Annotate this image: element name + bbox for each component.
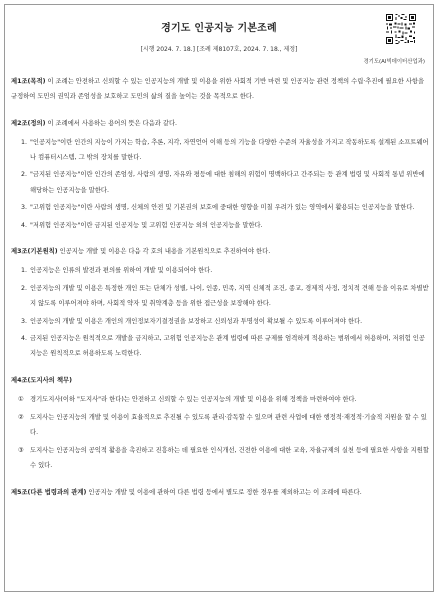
qr-code-icon[interactable] <box>386 14 416 44</box>
document-title: 경기도 인공지능 기본조례 <box>161 23 277 34</box>
document-body <box>11 74 430 511</box>
article-text: 이 조례는 안전하고 신뢰할 수 있는 인공지능의 개발 및 이용을 위한 사회적 기반 마련 및 인공지능 관련 정책의 수립·추진에 필요한 사항을 규정하여 도민의 권익과 존엄성을 보호하고 도민의 삶의 질을 높이는 것을 목적으로 한다. <box>11 78 425 100</box>
article-3 <box>11 244 430 361</box>
enforcement-info: [시행 2024. 7. 18.] [조례 제8107호, 2024. 7. 18., 제정] <box>140 46 298 53</box>
list-item: ③ 도지사는 인공지능의 공익적 활용을 촉진하고 진흥하는 데 필요한 인식개선, 건전한 이용에 대한 교육, 자율규제의 실천 등에 필요한 사항을 지원할 수 있다. <box>18 446 429 469</box>
article-text: 인공지능 개발 및 이용에 관하여 다른 법령 등에서 별도로 정한 경우를 제외하고는 이 조례에 따른다. <box>86 488 362 496</box>
article-text: 이 조례에서 사용하는 용어의 뜻은 다음과 같다. <box>45 119 178 127</box>
list-item: 2. 인공지능의 개발 및 이용은 특정한 개인 또는 단체가 성별, 나이, 인종, 민족, 지역 신체적 조건, 종교, 경제적 사정, 정치적 견해 등을 이유로 차별받지 않도록 이루어져야 하며, 사회적 약자 및 취약계층 등을 위한 접근성을 보장해야 한다. <box>21 284 429 308</box>
article-title: 제3조(기본원칙) <box>11 248 58 256</box>
article-text: 인공지능 개발 및 이용은 다음 각 호의 내용을 기본원칙으로 추진하여야 한다. <box>57 248 271 256</box>
article-4 <box>11 373 430 473</box>
list-item: 4. "저위험 인공지능"이란 금지된 인공지능 및 고위험 인공지능 외의 인공지능을 말한다. <box>21 221 263 229</box>
article-5 <box>11 485 430 500</box>
list-item: 3. 인공지능의 개발 및 이용은 개인의 개인정보자기결정권을 보장하고 신뢰성과 투명성이 확보될 수 있도록 이루어져야 한다. <box>21 317 363 325</box>
list-item: ① 경기도지사(이하 "도지사"라 한다)는 안전하고 신뢰할 수 있는 인공지능의 개발 및 이용을 위해 정책을 마련하여야 한다. <box>18 396 357 404</box>
article-title: 제4조(도지사의 책무) <box>11 377 72 385</box>
department-label: 경기도(AI빅데이터산업과) <box>363 59 425 65</box>
duty-list <box>11 392 430 473</box>
article-title: 제2조(정의) <box>11 119 46 127</box>
list-item: 4. 금지된 인공지능은 원칙적으로 개발을 금지하고, 고위험 인공지능은 관계 법령에 따른 규제를 엄격하게 적용하는 범위에서 허용하며, 저위험 인공지능은 원칙적으로 허용하도록 노력한다. <box>21 335 425 358</box>
principle-list <box>11 263 430 361</box>
article-title: 제5조(다른 법령과의 관계) <box>11 488 87 496</box>
list-item: 1. 인공지능은 인류의 발전과 편의를 위하여 개발 및 이용되어야 한다. <box>21 267 213 275</box>
article-1 <box>11 74 430 104</box>
list-item: ② 도지사는 인공지능의 개발 및 이용이 효율적으로 추진될 수 있도록 관리·감독할 수 있으며 관련 사업에 대한 행정적·재정적·기술적 지원을 할 수 있다. <box>18 413 427 437</box>
article-2 <box>11 116 430 233</box>
article-title: 제1조(목적) <box>11 78 46 85</box>
list-item: 3. "고위험 인공지능"이란 사람의 생명, 신체의 안전 및 기본권의 보호에 중대한 영향을 미칠 우려가 있는 영역에서 활용되는 인공지능을 말한다. <box>21 204 415 212</box>
list-item: 1. "인공지능"이란 인간의 지능이 가지는 학습, 추론, 지각, 자연언어 이해 등의 기능을 다양한 수준의 자율성을 가지고 작동하도록 설계된 소프트웨어나 컴퓨터시스템, 그 밖의 장치를 말한다. <box>21 138 429 161</box>
definition-list <box>11 135 430 233</box>
list-item: 2. "금지된 인공지능"이란 인간의 존엄성, 사람의 생명, 자유와 평등에 대한 침해의 위험이 명백하다고 간주되는 등 관계 법령 및 사회적 통념 위반에 해당하는 인공지능을 말한다. <box>21 171 425 194</box>
